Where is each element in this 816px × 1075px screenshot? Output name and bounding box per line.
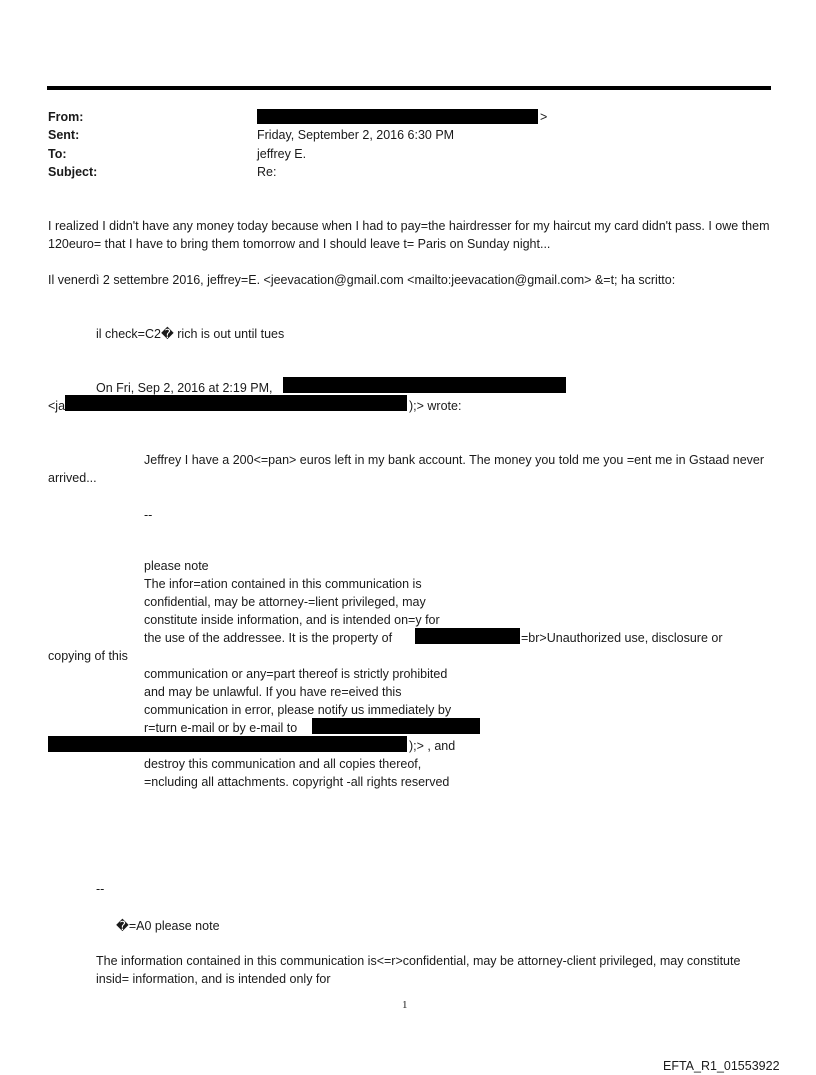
note-line-8: and may be unlawful. If you have re=eived this — [144, 685, 402, 699]
redaction-sender-email — [65, 395, 407, 411]
quote-sender-prefix: <ja — [48, 399, 66, 413]
quote-check-line: il check=C2� rich is out until tues — [96, 327, 285, 341]
final-paragraph: The information contained in this communication is<=r>confidential, may be attorney-client privileged, may constitute insid= information, and is intended only for — [96, 954, 741, 986]
redaction-email-2 — [48, 736, 407, 752]
redaction-company — [415, 628, 520, 644]
note-line-3: confidential, may be attorney-=lient privileged, may — [144, 595, 426, 609]
subject-value: Re: — [257, 165, 277, 179]
quote-on-fri-line: On Fri, Sep 2, 2016 at 2:19 PM, — [96, 381, 273, 395]
redaction-sender-name — [283, 377, 566, 393]
body-paragraph-1: I realized I didn't have any money today because when I had to pay=the hairdresser for my haircut my card didn't pass. I owe them 120euro= that I have to bring them tomorrow and I should leave t= Paris on Sunday night... — [48, 219, 770, 251]
lower-dashes: -- — [96, 882, 105, 896]
sent-label: Sent: — [48, 128, 80, 142]
note-line-11: );> , and — [409, 739, 456, 753]
page-number: 1 — [402, 999, 408, 1011]
signature-dashes: -- — [144, 508, 153, 522]
a0-note-line: �=A0 please note — [116, 919, 220, 933]
note-line-5b: =br>Unauthorized use, disclosure or — [521, 631, 723, 645]
document-id: EFTA_R1_01553922 — [663, 1059, 780, 1073]
quote-wrote: );> wrote: — [409, 399, 462, 413]
note-line-6: copying of this — [48, 649, 128, 663]
subject-label: Subject: — [48, 165, 98, 179]
note-line-2: The infor=ation contained in this communication is — [144, 577, 422, 591]
note-line-13: =ncluding all attachments. copyright -all rights reserved — [144, 775, 450, 789]
quote-jeffrey-paragraph: Jeffrey I have a 200<=pan> euros left in my bank account. The money you told me you =ent me in Gstaad never arrived... — [48, 453, 765, 485]
redaction-from — [257, 109, 538, 124]
note-line-5a: the use of the addressee. It is the property of — [144, 631, 393, 645]
note-line-4: constitute inside information, and is intended on=y for — [144, 613, 440, 627]
from-suffix: > — [540, 110, 548, 124]
redaction-email-1 — [312, 718, 480, 734]
note-line-7: communication or any=part thereof is strictly prohibited — [144, 667, 448, 681]
note-line-9: communication in error, please notify us immediately by — [144, 703, 452, 717]
header-rule — [47, 86, 771, 90]
note-line-1: please note — [144, 559, 209, 573]
sent-value: Friday, September 2, 2016 6:30 PM — [257, 128, 455, 142]
to-label: To: — [48, 147, 67, 161]
to-value: jeffrey E. — [257, 147, 307, 161]
note-line-12: destroy this communication and all copies thereof, — [144, 757, 422, 771]
from-label: From: — [48, 110, 84, 124]
note-line-10: r=turn e-mail or by e-mail to — [144, 721, 298, 735]
body-paragraph-2: Il venerdì 2 settembre 2016, jeffrey=E. <jeevacation@gmail.com <mailto:jeevacation@gmail.com> &=t; ha scritto: — [48, 273, 676, 287]
